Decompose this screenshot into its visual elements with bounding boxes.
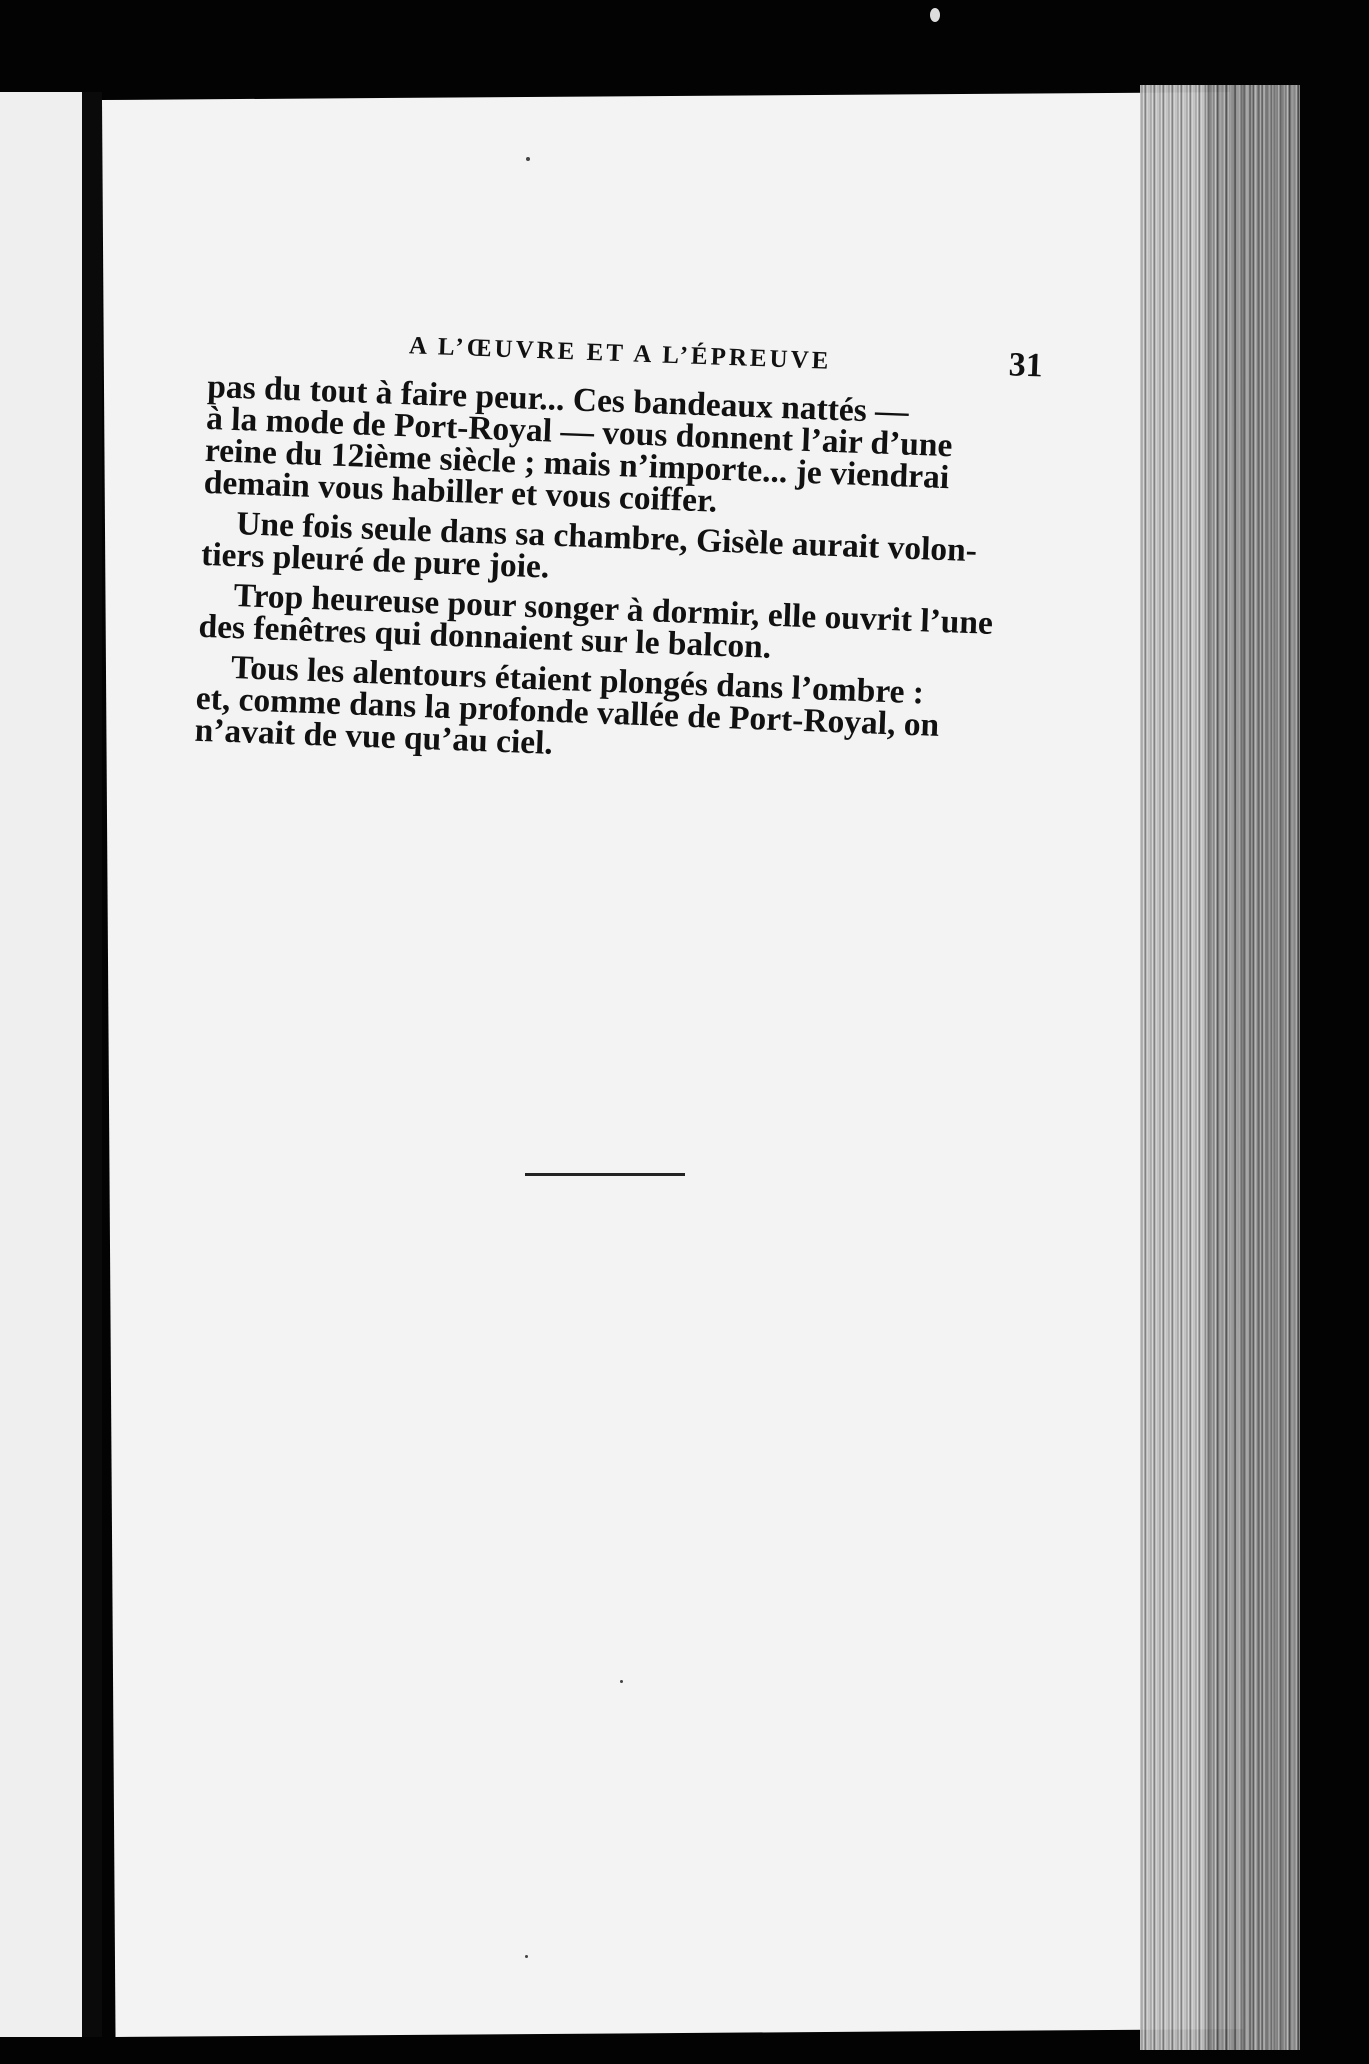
paragraph: Une fois seule dans sa chambre, Gisèle aurait volon- tiers pleuré de pure joie. [200, 505, 978, 586]
page-stack-shadow [1205, 85, 1300, 2050]
facing-page-edge [0, 92, 82, 2037]
page-text-block [194, 315, 1050, 785]
page-number: 31 [1008, 346, 1044, 385]
running-title: A L’ŒUVRE ET A L’ÉPREUVE [408, 332, 832, 375]
paragraph: Trop heureuse pour songer à dormir, elle ouvrit l’une des fenêtres qui donnaient sur le balcon. [197, 577, 994, 666]
section-end-rule [525, 1173, 685, 1176]
dust-speck [525, 1955, 528, 1958]
book-gutter [82, 92, 102, 2037]
dust-speck [526, 157, 530, 161]
dust-speck [620, 1680, 623, 1683]
paragraph: pas du tout à faire peur... Ces bandeaux nattés — à la mode de Port-Royal — vous donnent l’air d’une reine du 12ième siècle ; mais n’importe... je viendrai demain vous habiller et vous coiffer. [203, 367, 954, 520]
dust-speck [930, 8, 940, 22]
paragraph: Tous les alentours étaient plongés dans l’ombre : et, comme dans la profonde vallée de Port-Royal, on n’avait de vue qu’au ciel. [194, 649, 940, 762]
